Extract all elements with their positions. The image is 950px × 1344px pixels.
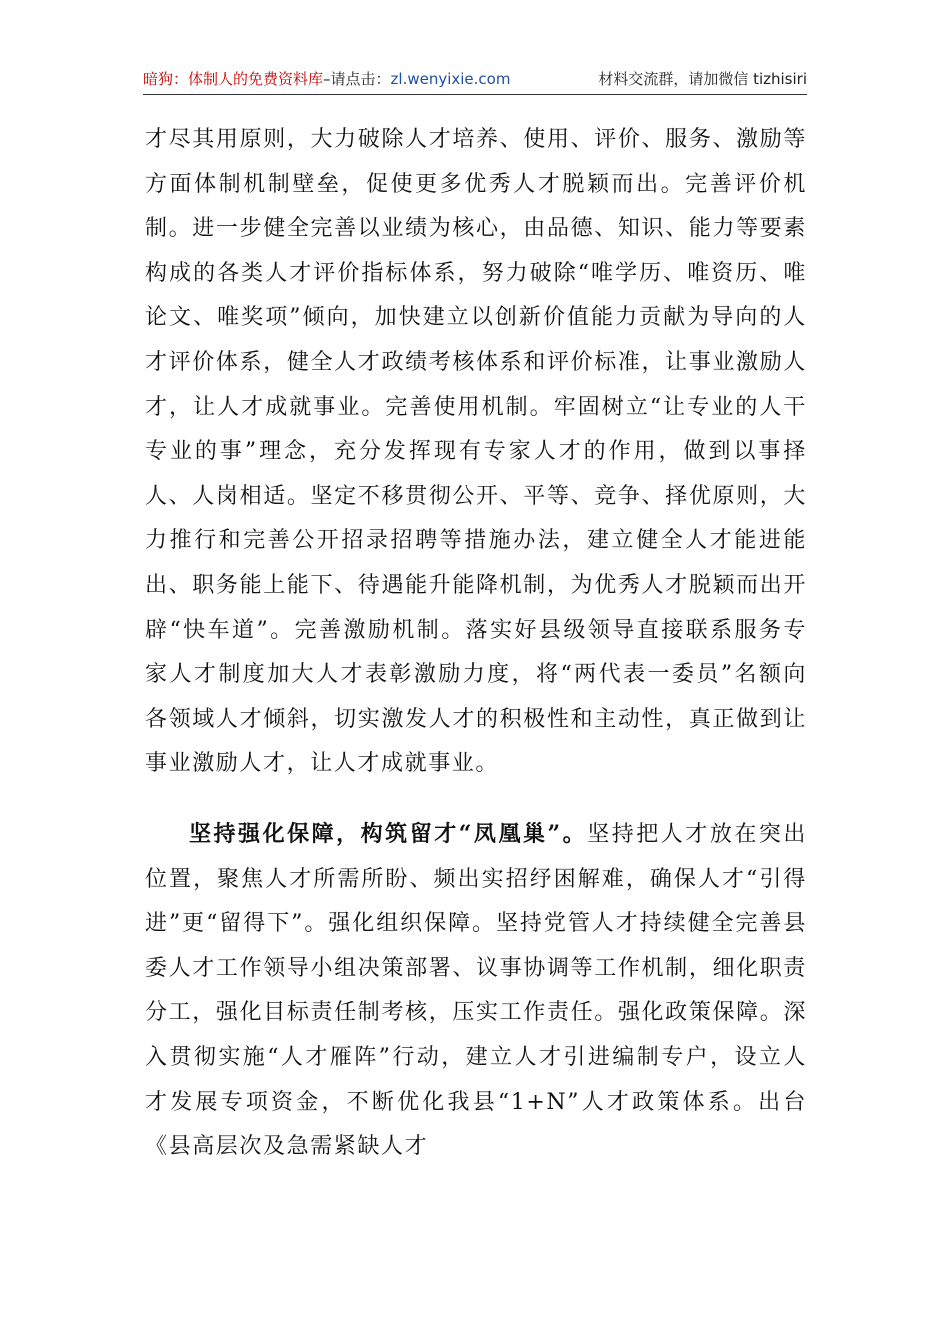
body-paragraph-2 [145,812,807,1170]
header-prompt: –请点击： [323,70,391,88]
header-divider [143,94,807,95]
paragraph-2-heading: 坚持强化保障，构筑留才“凤凰巢”。 [189,821,588,847]
body-paragraph-1: 才尽其用原则，大力破除人才培养、使用、评价、服务、激励等方面体制机制壁垒，促使更多优秀人才脱颖而出。完善评价机制。进一步健全完善以业绩为核心，由品德、知识、能力等要素构成的各类人才评价指标体系，努力破除“唯学历、唯资历、唯论文、唯奖项”倾向，加快建立以创新价值能力贡献为导向的人才评价体系，健全人才政绩考核体系和评价标准，让事业激励人才，让人才成就事业。完善使用机制。牢固树立“让专业的人干专业的事”理念，充分发挥现有专家人才的作用，做到以事择人、人岗相适。坚定不移贯彻公开、平等、竞争、择优原则，大力推行和完善公开招录招聘等措施办法，建立健全人才能进能出、职务能上能下、待遇能升能降机制，为优秀人才脱颖而出开辟“快车道”。完善激励机制。落实好县级领导直接联系服务专家人才制度加大人才表彰激励力度，将“两代表一委员”名额向各领域人才倾斜，切实激发人才的积极性和主动性，真正做到让事业激励人才，让人才成就事业。 [145,127,807,777]
header-link[interactable]: zl.wenyixie.com [390,70,511,88]
page-header [143,66,807,92]
header-brand: 暗狗：体制人的免费资料库 [143,70,324,88]
header-group-text: 材料交流群，请加微信 tizhisiri [598,70,807,88]
paragraph-2-text: 坚持把人才放在突出位置，聚焦人才所需所盼、频出实招纾困解难，确保人才“引得进”更“留得下”。强化组织保障。坚持党管人才持续健全完善县委人才工作领导小组决策部署、议事协调等工作机制，细化职责分工，强化目标责任制考核，压实工作责任。强化政策保障。深入贯彻实施“人才雁阵”行动，建立人才引进编制专户，设立人才发展专项资金，不断优化我县“1+N”人才政策体系。出台《县高层次及急需紧缺人才 [145,822,807,1160]
